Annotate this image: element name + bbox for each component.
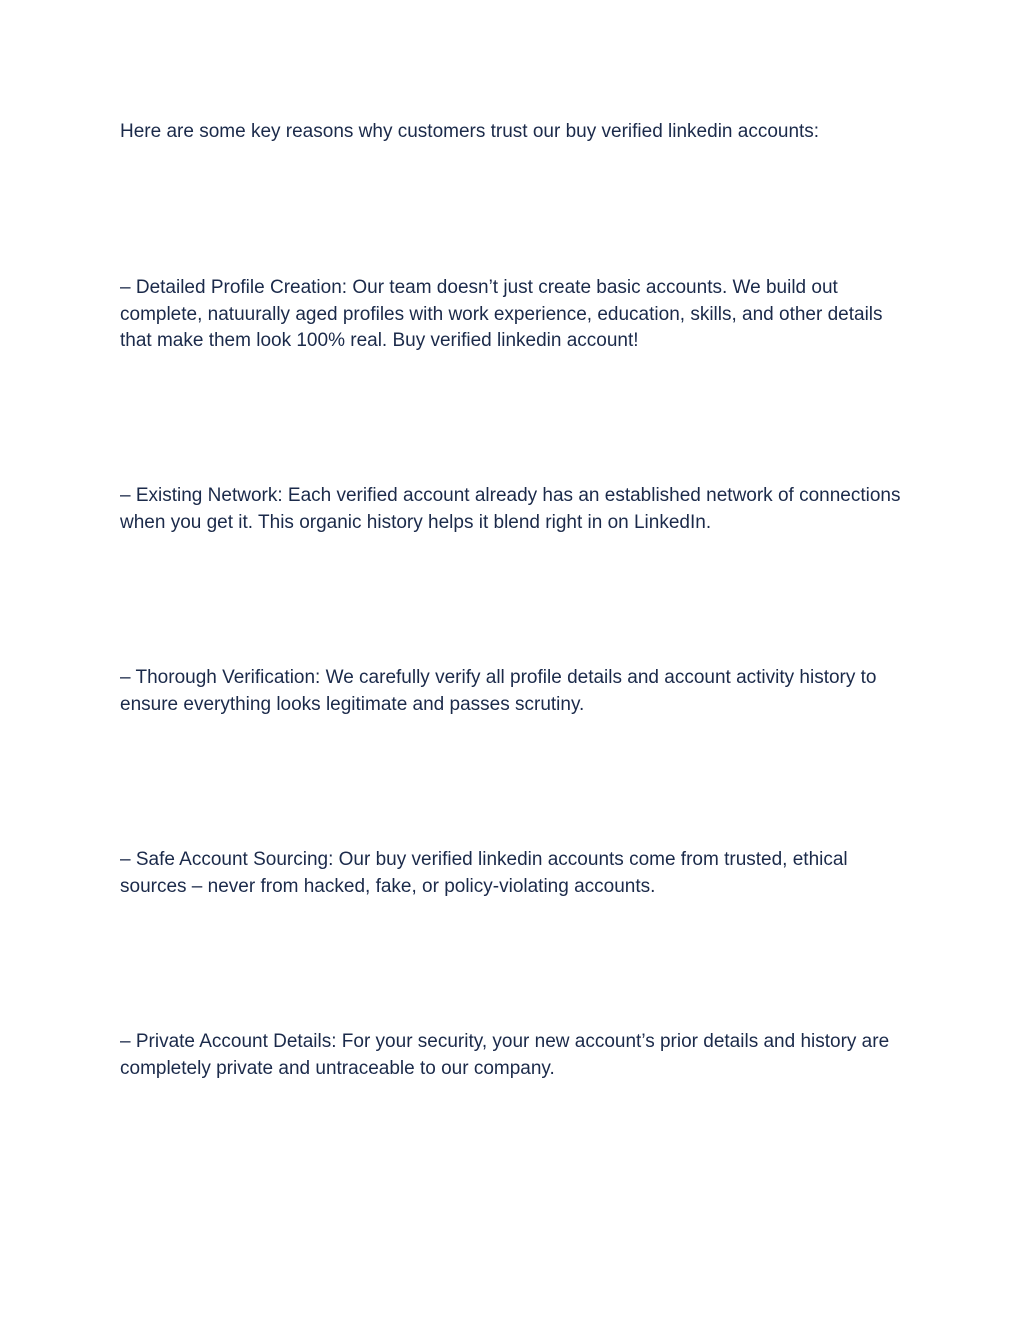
reason-existing-network: – Existing Network: Each verified account already has an established network of connections when you get it. This organic history helps it blend right in on LinkedIn. <box>120 485 901 533</box>
reason-private-account-details: – Private Account Details: For your security, your new account’s prior details and history are completely private and untraceable to our company. <box>120 1031 890 1079</box>
reason-safe-account-sourcing: – Safe Account Sourcing: Our buy verified linkedin accounts come from trusted, ethical sources – never from hacked, fake, or policy-violating accounts. <box>120 849 848 897</box>
reason-detailed-profile-creation: – Detailed Profile Creation: Our team doesn’t just create basic accounts. We build out complete, natuurally aged profiles with work experience, education, skills, and other details that make them look 100% real. Buy verified linkedin account! <box>120 277 883 351</box>
intro-paragraph: Here are some key reasons why customers trust our buy verified linkedin accounts: <box>120 121 820 142</box>
reason-thorough-verification: – Thorough Verification: We carefully verify all profile details and account activity history to ensure everything looks legitimate and passes scrutiny. <box>120 667 877 715</box>
